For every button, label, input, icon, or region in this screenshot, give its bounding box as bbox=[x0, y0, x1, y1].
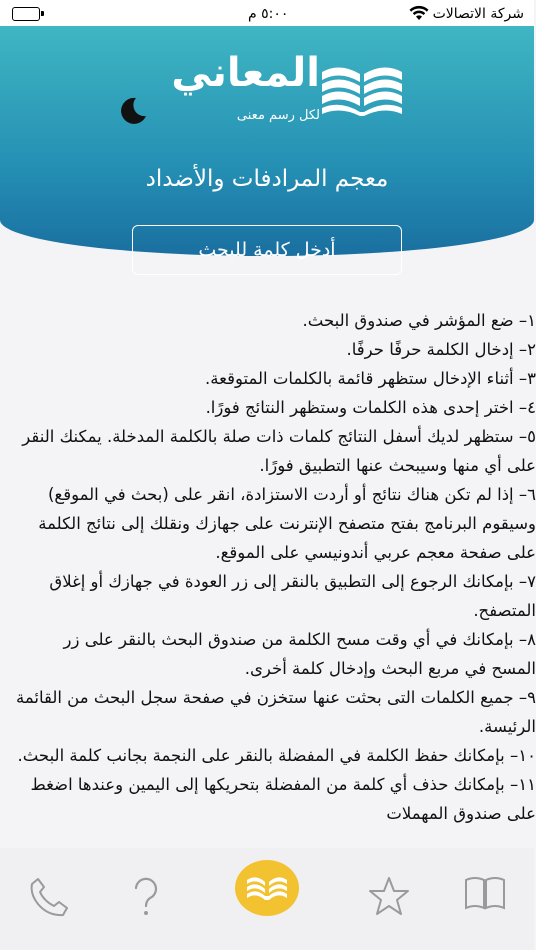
moon-icon[interactable] bbox=[118, 96, 148, 126]
app-header bbox=[0, 26, 534, 261]
instruction-item: ١١– بإمكانك حذف أي كلمة من المفضلة بتحريكها إلى اليمين وعندها اضغط على صندوق المهملات bbox=[30, 775, 536, 823]
carrier-name: شركة الاتصالات bbox=[432, 6, 524, 22]
home-book-icon[interactable] bbox=[235, 860, 299, 916]
app-subtitle: معجم المرادفات والأضداد bbox=[145, 166, 389, 192]
instruction-item: ٤– اختر إحدى هذه الكلمات وستظهر النتائج فورًا. bbox=[205, 398, 536, 417]
instructions-list bbox=[14, 306, 536, 828]
book-icon[interactable] bbox=[464, 876, 506, 912]
app-logo bbox=[170, 50, 420, 144]
logo-tagline: لكل رسم معنى bbox=[236, 108, 320, 123]
logo-title: المعاني bbox=[171, 50, 320, 96]
instruction-item: ١– ضع المؤشر في صندوق البحث. bbox=[302, 311, 536, 330]
star-icon[interactable] bbox=[368, 876, 410, 916]
instruction-item: ٩– جميع الكلمات التى بحثت عنها ستخزن في صفحة سجل البحث من القائمة الرئيسة. bbox=[15, 688, 536, 736]
instruction-item: ٦– إذا لم تكن هناك نتائج أو أردت الاستزادة، انقر على (بحث في الموقع) وسيقوم البرنامج بفتح متصفح الإنترنت على جهازك ونقلك إلى نتائج الكلمة على صفحة معجم عربي أندونيسي على الموقع. bbox=[38, 485, 536, 562]
clock: ٥:٠٠ م bbox=[248, 6, 289, 22]
instruction-item: ٨– بإمكانك في أي وقت مسح الكلمة من صندوق البحث بالنقر على زر المسح في مربع البحث وإدخال كلمة أخرى. bbox=[63, 630, 536, 678]
open-book-logo-icon bbox=[320, 54, 404, 116]
phone-icon[interactable] bbox=[28, 876, 70, 918]
question-icon[interactable] bbox=[130, 876, 162, 918]
instruction-item: ١٠– بإمكانك حفظ الكلمة في المفضلة بالنقر على النجمة بجانب كلمة البحث. bbox=[17, 746, 536, 765]
search-input-button[interactable]: أدخل كلمة للبحث bbox=[132, 225, 402, 275]
battery-icon bbox=[12, 7, 40, 21]
instruction-item: ٢– إدخال الكلمة حرفًا حرفًا. bbox=[346, 340, 536, 359]
instruction-item: ٥– ستظهر لديك أسفل النتائج كلمات ذات صلة بالكلمة المدخلة. يمكنك النقر على أي منها وسيبحث عنها التطبيق فورًا. bbox=[22, 427, 536, 475]
instruction-item: ٣– أثناء الإدخال ستظهر قائمة بالكلمات المتوقعة. bbox=[205, 369, 536, 388]
wifi-icon bbox=[408, 4, 430, 26]
bottom-tab-bar bbox=[0, 848, 534, 950]
instruction-item: ٧– بإمكانك الرجوع إلى التطبيق بالنقر إلى زر العودة في جهازك أو إغلاق المتصفح. bbox=[49, 572, 536, 620]
